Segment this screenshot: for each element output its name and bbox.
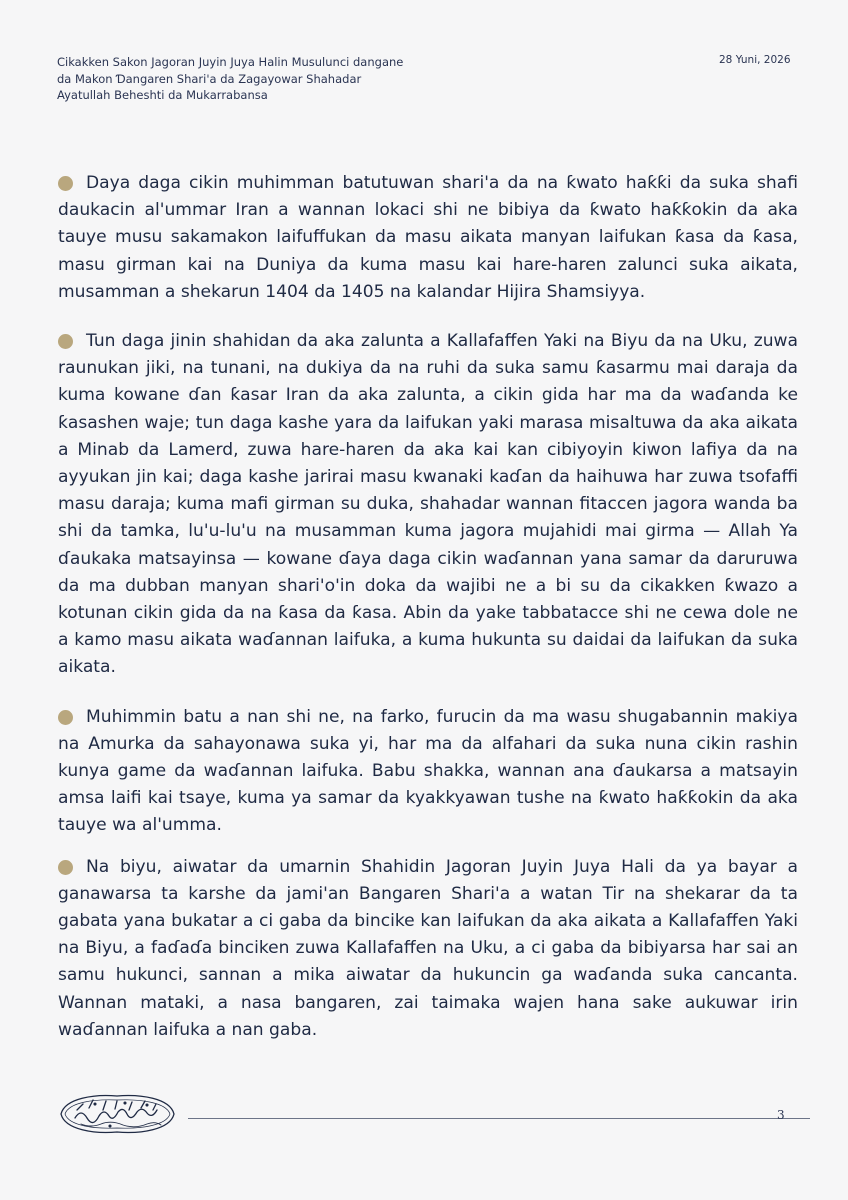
paragraph-text: Tun daga jinin shahidan da aka zalunta a Kallafaffen Yaki na Biyu da na Uku, zuwa raunukan jiki, na tunani, na dukiya da na ruhi da suka samu ƙasarmu mai daraja da kuma kowane ɗan ƙasar Iran da aka zalunta, a cikin gida har ma da waɗanda ke ƙasashen waje; tun daga kashe yara da laifukan yaki marasa misaltuwa da aka aikata a Minab da Lamerd, zuwa hare-haren da aka kai kan cibiyoyin kiwon lafiya da na ayyukan jin kai; daga kashe jarirai masu kwanaki kaɗan da haihuwa har zuwa tsofaffi masu daraja; kuma mafi girman su duka, shahadar wannan fitaccen jagora wanda ba shi da tamka, lu'u-lu'u na musamman kuma jagora mujahidi mai girma — Allah Ya ɗaukaka matsayinsa — kowane ɗaya daga cikin waɗannan yana samar da daruruwa da ma dubban manyan shari'o'in doka da wajibi ne a bi su da cikakken ƙwazo a kotunan cikin gida da na ƙasa da ƙasa. Abin da yake tabbatacce shi ne cewa dole ne a kamo masu aikata waɗannan laifuka, a kuma hukunta su daidai da laifukan da suka aikata. xyxy=(58,331,798,678)
paragraph-text: Muhimmin batu a nan shi ne, na farko, furucin da ma wasu shugabannin makiya na Amurka da sahayonawa suka yi, har ma da alfahari da suka nuna cikin rashin kunya game da waɗannan laifuka. Babu shakka, wannan ana ɗaukarsa a matsayin amsa laifi kai tsaye, kuma ya samar da kyakkyawan tushe na ƙwato haƙƙokin da aka tauye wa al'umma. xyxy=(58,706,798,836)
calligraphy-signature-logo-icon xyxy=(55,1088,180,1140)
paragraph-3 xyxy=(58,704,798,840)
document-date: 28 Yuni, 2026 xyxy=(719,54,791,66)
bullet-icon xyxy=(58,334,73,349)
page-footer xyxy=(55,1088,795,1148)
main-content xyxy=(58,170,798,1066)
paragraph-2 xyxy=(58,328,798,682)
document-title: Cikakken Sakon Jagoran Juyin Juya Halin Musulunci dangane da Makon Ɗangaren Shari'a da Zagayowar Shahadar Ayatullah Beheshti da Mukarrabansa xyxy=(57,55,404,102)
page-number: 3 xyxy=(777,1108,785,1122)
paragraph-1 xyxy=(58,170,798,306)
page-header xyxy=(57,54,847,104)
bullet-icon xyxy=(58,860,73,875)
paragraph-text: Daya daga cikin muhimman batutuwan shari'a da na ƙwato haƙƙi da suka shafi daukacin al'ummar Iran a wannan lokaci shi ne bibiya da ƙwato haƙƙokin da aka tauye musu sakamakon laifuffukan da masu aikata manyan laifukan ƙasa da ƙasa, masu girman kai na Duniya da kuma masu kai hare-haren zalunci suka aikata, musamman a shekarun 1404 da 1405 na kalandar Hijira Shamsiyya. xyxy=(58,173,798,302)
bullet-icon xyxy=(58,176,73,191)
paragraph-4 xyxy=(58,854,798,1044)
paragraph-text: Na biyu, aiwatar da umarnin Shahidin Jagoran Juyin Juya Hali da ya bayar a ganawarsa ta karshe da jami'an Bangaren Shari'a a watan Tir na shekarar da ta gabata yana bukatar a ci gaba da bincike kan laifukan da aka aikata a Kallafaffen Yaki na Biyu, a faɗaɗa binciken zuwa Kallafaffen na Uku, a ci gaba da bibiyarsa har sai an samu hukunci, sannan a mika aiwatar da hukuncin ga waɗanda suka cancanta. Wannan mataki, a nasa bangaren, zai taimaka wajen hana sake aukuwar irin waɗannan laifuka a nan gaba. xyxy=(58,856,798,1040)
footer-divider xyxy=(188,1118,810,1119)
bullet-icon xyxy=(58,710,73,725)
